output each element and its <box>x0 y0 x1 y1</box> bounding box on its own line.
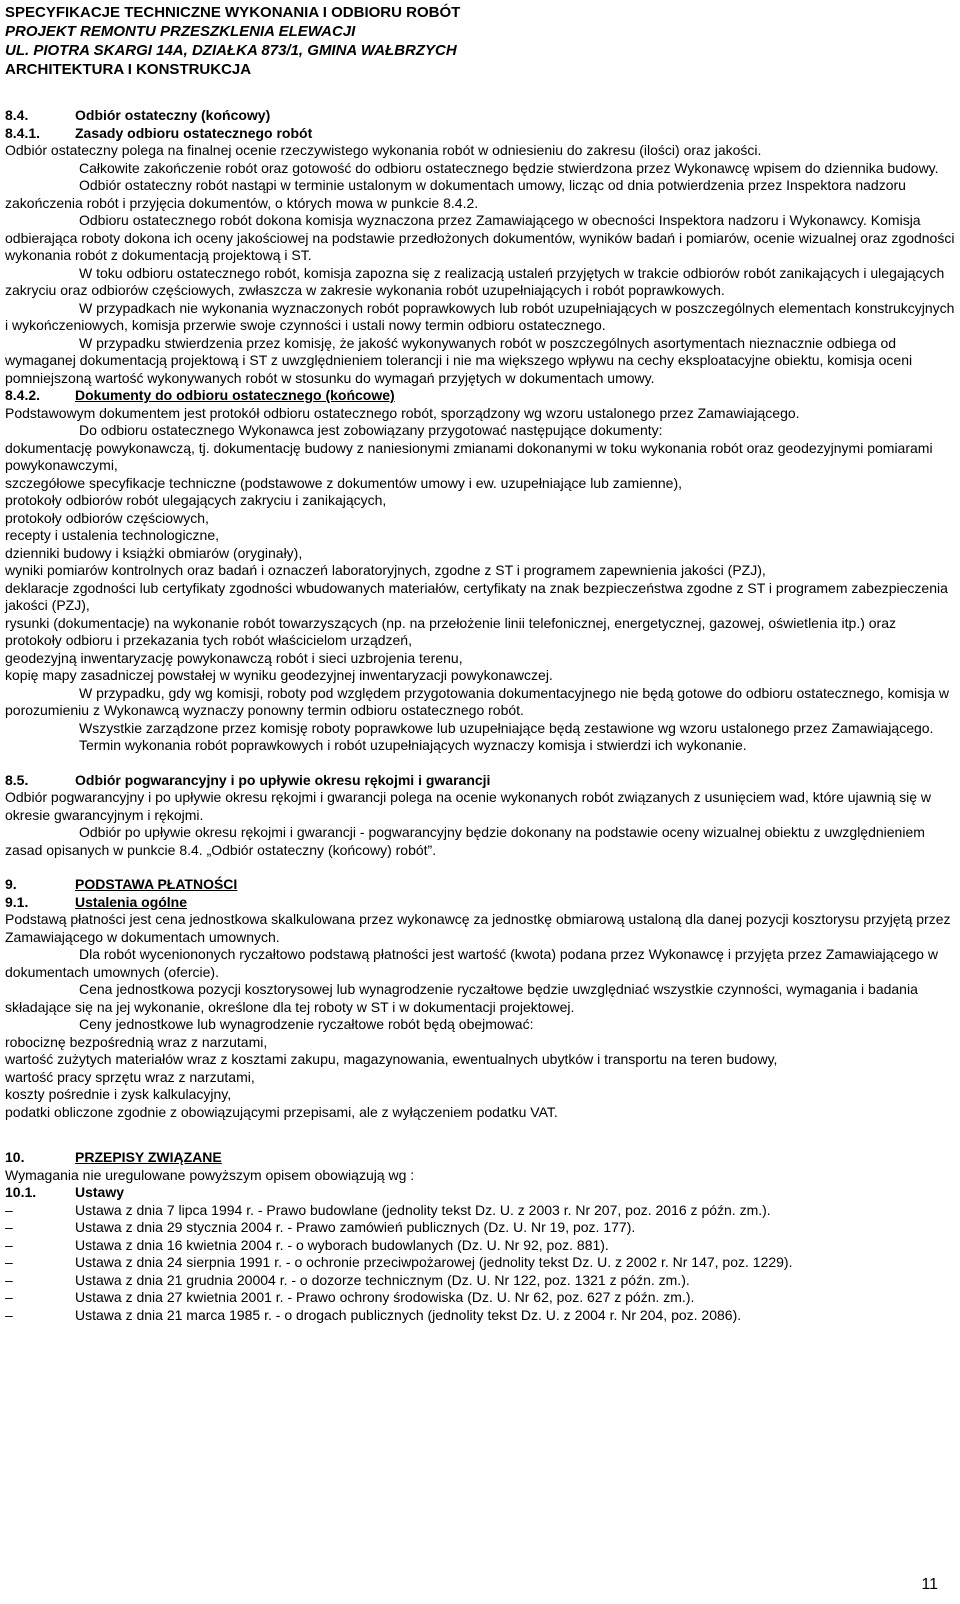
paragraph: Wszystkie zarządzone przez komisję roboty poprawkowe lub uzupełniające będą zestawione wg wzoru ustalonego przez Zamawiającego. <box>79 719 934 736</box>
laws-list <box>5 1202 955 1325</box>
paragraph: Podstawowym dokumentem jest protokół odbioru ostatecznego robót, sporządzony wg wzoru ustalonego przez Zamawiającego. <box>5 404 800 421</box>
list-item: protokoły odbiorów robót ulegających zakryciu i zanikających, <box>5 492 387 508</box>
paragraph: Do odbioru ostatecznego Wykonawca jest zobowiązany przygotować następujące dokumenty: <box>79 422 663 438</box>
list-item <box>5 1254 955 1272</box>
section-title: Ustawy <box>75 1184 125 1200</box>
section-number: 8.5. <box>5 771 29 788</box>
list-item: robociznę bezpośrednią wraz z narzutami, <box>5 1033 268 1050</box>
paragraph: Ceny jednostkowe lub wynagrodzenie ryczałtowe robót będą obejmować: <box>79 1016 534 1032</box>
section-title: Ustalenia ogólne <box>75 893 188 910</box>
header-title: SPECYFIKACJE TECHNICZNE WYKONANIA I ODBIORU ROBÓT <box>5 4 461 21</box>
section-number: 8.4.2. <box>5 387 41 403</box>
law-text: Ustawa z dnia 29 stycznia 2004 r. - Prawo zamówień publicznych (Dz. U. Nr 19, poz. 177). <box>75 1219 636 1235</box>
list-item: szczegółowe specyfikacje techniczne (podstawowe z dokumentów umowy i ew. uzupełniające lub zamienne), <box>5 474 683 491</box>
paragraph: Odbiór ostateczny polega na finalnej ocenie rzeczywistego wykonania robót w odniesieniu do zakresu (ilości) oraz jakości. <box>5 142 762 158</box>
paragraph: Podstawą płatności jest cena jednostkowa skalkulowana przez wykonawcę za jednostkę obmiarową ustaloną dla danej pozycji kosztorysu przyjętą przez Zamawiającego w dokumentach umownych. <box>5 911 951 945</box>
section-10-1-heading <box>5 1184 955 1202</box>
section-title: Odbiór ostateczny (końcowy) <box>75 107 271 123</box>
section-9-heading <box>5 876 955 894</box>
list-item: wyniki pomiarów kontrolnych oraz badań i oznaczeń laboratoryjnych, zgodne z ST i programem zapewnienia jakości (PZJ), <box>5 562 766 578</box>
section-number: 8.4.1. <box>5 124 41 141</box>
dash-marker: – <box>5 1219 13 1235</box>
section-number: 9. <box>5 876 17 892</box>
paragraph: Odbiór po upływie okresu rękojmi i gwarancji - pogwarancyjny będzie dokonany na podstawie oceny wizualnej obiektu z uwzględnieniem zasad opisanych w punkcie 8.4. „Odbiór ostateczny (końcowy) robót”. <box>5 824 925 858</box>
paragraph: W przypadku stwierdzenia przez komisję, że jakość wykonywanych robót w poszczególnych asortymentach nieznacznie odbiega od wymaganej dokumentacją projektową i ST z uwzględnieniem tolerancji i nie ma większego wpływu na cechy eksploatacyjne obiektu, komisja oceni pomniejszoną wartość wykonywanych robót w stosunku do wymagań przyjętych w dokumentach umowy. <box>5 334 913 386</box>
law-text: Ustawa z dnia 16 kwietnia 2004 r. - o wyborach budowlanych (Dz. U. Nr 92, poz. 881). <box>75 1236 609 1253</box>
paragraph: Odbiór pogwarancyjny i po upływie okresu rękojmi i gwarancji polega na ocenie wykonanych robót związanych z usunięciem wad, które ujawnią się w okresie gwarancyjnym i rękojmi. <box>5 789 932 823</box>
section-8-5-heading <box>5 772 955 790</box>
section-number: 9.1. <box>5 893 29 910</box>
document-header <box>5 3 955 79</box>
section-8-4-1-heading <box>5 125 955 143</box>
dash-marker: – <box>5 1306 13 1323</box>
list-item: podatki obliczone zgodnie z obowiązującymi przepisami, ale z wyłączeniem podatku VAT. <box>5 1103 558 1120</box>
paragraph: Odbioru ostatecznego robót dokona komisja wyznaczona przez Zamawiającego w obecności Inspektora nadzoru i Wykonawcy. Komisja odbierająca roboty dokona ich oceny jakościowej na podstawie przedłożonych dokumentów, wyników badań i pomiarów, ocenie wizualnej oraz zgodności wykonania robót z dokumentacją projektową i ST. <box>5 212 955 263</box>
law-text: Ustawa z dnia 24 sierpnia 1991 r. - o ochronie przeciwpożarowej (jednolity tekst Dz. U. z 2002 r. Nr 147, poz. 1229). <box>75 1254 793 1270</box>
dash-marker: – <box>5 1271 13 1288</box>
list-item <box>5 1289 955 1307</box>
list-item: recepty i ustalenia technologiczne, <box>5 527 220 543</box>
section-10-heading <box>5 1149 955 1167</box>
section-title: Dokumenty do odbioru ostatecznego (końcowe) <box>75 387 395 403</box>
law-text: Ustawa z dnia 27 kwietnia 2001 r. - Prawo ochrony środowiska (Dz. U. Nr 62, poz. 627 z późn. zm.). <box>75 1289 695 1305</box>
header-address: UL. PIOTRA SKARGI 14A, DZIAŁKA 873/1, GMINA WAŁBRZYCH <box>5 42 457 59</box>
list-item: kopię mapy zasadniczej powstałej w wyniku geodezyjnej inwentaryzacji powykonawczej. <box>5 667 553 683</box>
dash-marker: – <box>5 1289 13 1305</box>
paragraph: Termin wykonania robót poprawkowych i robót uzupełniających wyznaczy komisja i stwierdzi ich wykonanie. <box>79 737 747 753</box>
list-item <box>5 1202 955 1220</box>
law-text: Ustawa z dnia 21 marca 1985 r. - o drogach publicznych (jednolity tekst Dz. U. z 2004 r. Nr 204, poz. 2086). <box>75 1306 742 1323</box>
paragraph: W toku odbioru ostatecznego robót, komisja zapozna się z realizacją ustaleń przyjętych w trakcie odbiorów robót zanikających i ulegających zakryciu oraz odbiorów częściowych, zwłaszcza w zakresie wykonania robót uzupełniających i robót poprawkowych. <box>5 264 945 298</box>
law-text: Ustawa z dnia 21 grudnia 20004 r. - o dozorze technicznym (Dz. U. Nr 122, poz. 1321 z późn. zm.). <box>75 1271 690 1288</box>
dash-marker: – <box>5 1236 13 1253</box>
list-item: geodezyjną inwentaryzację powykonawczą robót i sieci uzbrojenia terenu, <box>5 649 463 666</box>
section-title: PRZEPISY ZWIĄZANE <box>75 1149 222 1165</box>
section-8-4-heading <box>5 107 955 125</box>
paragraph: Wymagania nie uregulowane powyższym opisem obowiązują wg : <box>5 1166 415 1183</box>
section-number: 10. <box>5 1149 25 1165</box>
list-item: wartość zużytych materiałów wraz z kosztami zakupu, magazynowania, ewentualnych ubytków i transportu na teren budowy, <box>5 1051 778 1067</box>
page-number: 11 <box>921 1576 938 1593</box>
dash-marker: – <box>5 1201 13 1218</box>
list-item: deklaracje zgodności lub certyfikaty zgodności wbudowanych materiałów, certyfikaty na znak bezpieczeństwa zgodne z ST i programem zabezpieczenia jakości (PZJ), <box>5 579 948 613</box>
section-8-4-2-heading <box>5 387 955 405</box>
document-page <box>5 3 955 1324</box>
paragraph: Cena jednostkowa pozycji kosztorysowej lub wynagrodzenie ryczałtowe będzie uwzględniać wszystkie czynności, wymagania i badania składające się na jej wykonanie, określone dla tej roboty w ST i w dokumentacji projektowej. <box>5 981 918 1015</box>
section-number: 8.4. <box>5 107 29 123</box>
paragraph: W przypadku, gdy wg komisji, roboty pod względem przygotowania dokumentacyjnego nie będą gotowe do odbioru ostatecznego, komisja w porozumieniu z Wykonawcą wyznaczy ponowny termin odbioru ostatecznego robót. <box>5 684 950 718</box>
paragraph: Odbiór ostateczny robót nastąpi w terminie ustalonym w dokumentach umowy, licząc od dnia potwierdzenia przez Inspektora nadzoru zakończenia robót i przyjęcia dokumentów, o których mowa w punkcie 8.4.2. <box>5 177 906 211</box>
list-item: rysunki (dokumentacje) na wykonanie robót towarzyszących (np. na przełożenie linii telefonicznej, energetycznej, gazowej, oświetlenia itp.) oraz protokoły odbioru i przekazania tych robót właścicielom urządzeń, <box>5 614 897 648</box>
list-item <box>5 1219 955 1237</box>
section-9-1-heading <box>5 894 955 912</box>
list-item: dzienniki budowy i książki obmiarów (oryginały), <box>5 544 303 561</box>
list-item: koszty pośrednie i zysk kalkulacyjny, <box>5 1086 232 1102</box>
list-item: dokumentację powykonawczą, tj. dokumentację budowy z naniesionymi zmianami dokonanymi w toku wykonania robót oraz geodezyjnymi pomiarami powykonawczymi, <box>5 439 933 473</box>
paragraph: W przypadkach nie wykonania wyznaczonych robót poprawkowych lub robót uzupełniających w poszczególnych elementach konstrukcyjnych i wykończeniowych, komisja przerwie swoje czynności i ustali nowy termin odbioru ostatecznego. <box>5 299 955 333</box>
list-item <box>5 1272 955 1290</box>
documents-list <box>5 440 955 685</box>
section-number: 10.1. <box>5 1184 37 1200</box>
list-item: protokoły odbiorów częściowych, <box>5 509 209 526</box>
price-components-list <box>5 1034 955 1122</box>
dash-marker: – <box>5 1254 13 1270</box>
list-item: wartość pracy sprzętu wraz z narzutami, <box>5 1068 255 1085</box>
list-item <box>5 1307 955 1325</box>
section-title: PODSTAWA PŁATNOŚCI <box>75 876 238 892</box>
section-title: Odbiór pogwarancyjny i po upływie okresu rękojmi i gwarancji <box>75 771 491 788</box>
header-project: PROJEKT REMONTU PRZESZKLENIA ELEWACJI <box>5 23 356 40</box>
header-discipline: ARCHITEKTURA I KONSTRUKCJA <box>5 61 252 78</box>
paragraph: Całkowite zakończenie robót oraz gotowość do odbioru ostatecznego będzie stwierdzona przez Wykonawcę wpisem do dziennika budowy. <box>79 159 939 176</box>
list-item <box>5 1237 955 1255</box>
paragraph: Dla robót wyceniononych ryczałtowo podstawą płatności jest wartość (kwota) podana przez Wykonawcę i przyjęta przez Zamawiającego w dokumentach umownych (ofercie). <box>5 946 938 980</box>
section-title: Zasady odbioru ostatecznego robót <box>75 124 313 141</box>
law-text: Ustawa z dnia 7 lipca 1994 r. - Prawo budowlane (jednolity tekst Dz. U. z 2003 r. Nr 207, poz. 2016 z późn. zm.). <box>75 1201 771 1218</box>
